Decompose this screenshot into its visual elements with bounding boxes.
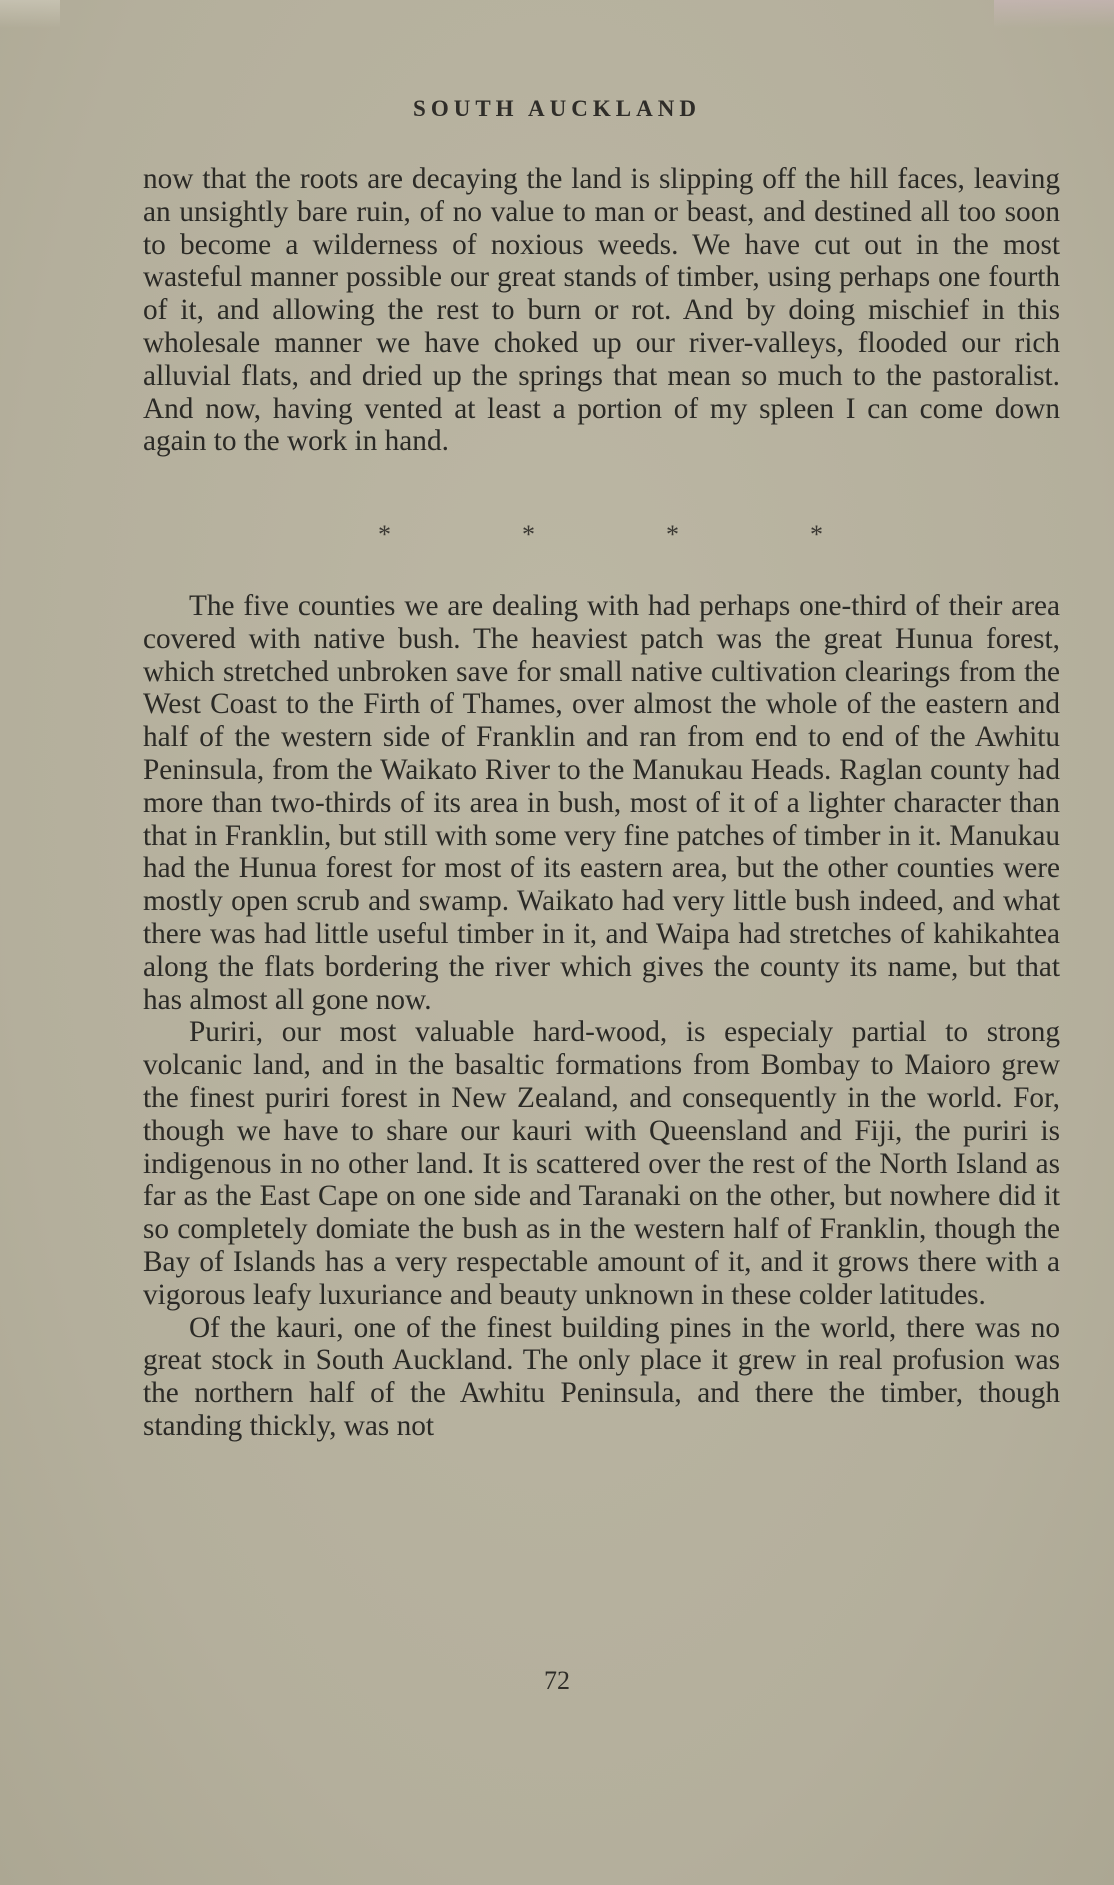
paragraph: Of the kauri, one of the finest building pines in the world, there was no great stock in South Auckland. The only place it grew in real profusion was the northern half of the Awhitu Peninsula, and there the timber, though standing thickly, was not	[143, 1311, 1060, 1442]
page-number: 72	[544, 1666, 570, 1695]
paragraph: Puriri, our most valuable hard-wood, is especialy partial to strong volcanic land, and in the basaltic formations from Bombay to Maioro grew the finest puriri forest in New Zealand, and consequently in the world. For, though we have to share our kauri with Queensland and Fiji, the puriri is indigenous in no other land. It is scattered over the rest of the North Island as far as the East Cape on one side and Taranaki on the other, but nowhere did it so completely domiate the bush as in the western half of Franklin, though the Bay of Islands has a very respectable amount of it, and it grows there with a vigorous leafy luxuriance and beauty unknown in these colder latitudes.	[143, 1016, 1060, 1311]
divider-asterisk: *	[522, 520, 535, 549]
text-block-main	[143, 590, 1060, 1443]
divider-asterisk: *	[810, 520, 823, 549]
running-head: SOUTH AUCKLAND	[413, 96, 701, 121]
divider-asterisk: *	[666, 520, 679, 549]
paragraph-continued: now that the roots are decaying the land is slipping off the hill faces, leaving an unsightly bare ruin, of no value to man or beast, and destined all too soon to become a wilderness of noxious weeds. We have cut out in the most wasteful manner possible our great stands of timber, using perhaps one fourth of it, and allowing the rest to burn or rot. And by doing mischief in this wholesale manner we have choked up our river-valleys, flooded our rich alluvial flats, and dried up the springs that mean so much to the pastoralist. And now, having vented at least a portion of my spleen I can come down again to the work in hand.	[143, 163, 1060, 458]
text-block-continued	[143, 163, 1060, 458]
page-corner-wear	[0, 0, 60, 28]
section-divider	[0, 520, 1114, 560]
divider-asterisk: *	[378, 520, 391, 549]
page-corner-stain	[994, 0, 1114, 28]
paragraph: The five counties we are dealing with had perhaps one-third of their area covered with native bush. The heaviest patch was the great Hunua forest, which stretched unbroken save for small native cultivation clearings from the West Coast to the Firth of Thames, over almost the whole of the eastern and half of the western side of Franklin and ran from end to end of the Awhitu Peninsula, from the Waikato River to the Manukau Heads. Raglan county had more than two-thirds of its area in bush, most of it of a lighter character than that in Franklin, but still with some very fine patches of timber in it. Manukau had the Hunua forest for most of its eastern area, but the other counties were mostly open scrub and swamp. Waikato had very little bush indeed, and what there was had little useful timber in it, and Waipa had stretches of kahikahtea along the flats bordering the river which gives the county its name, but that has almost all gone now.	[143, 590, 1060, 1016]
